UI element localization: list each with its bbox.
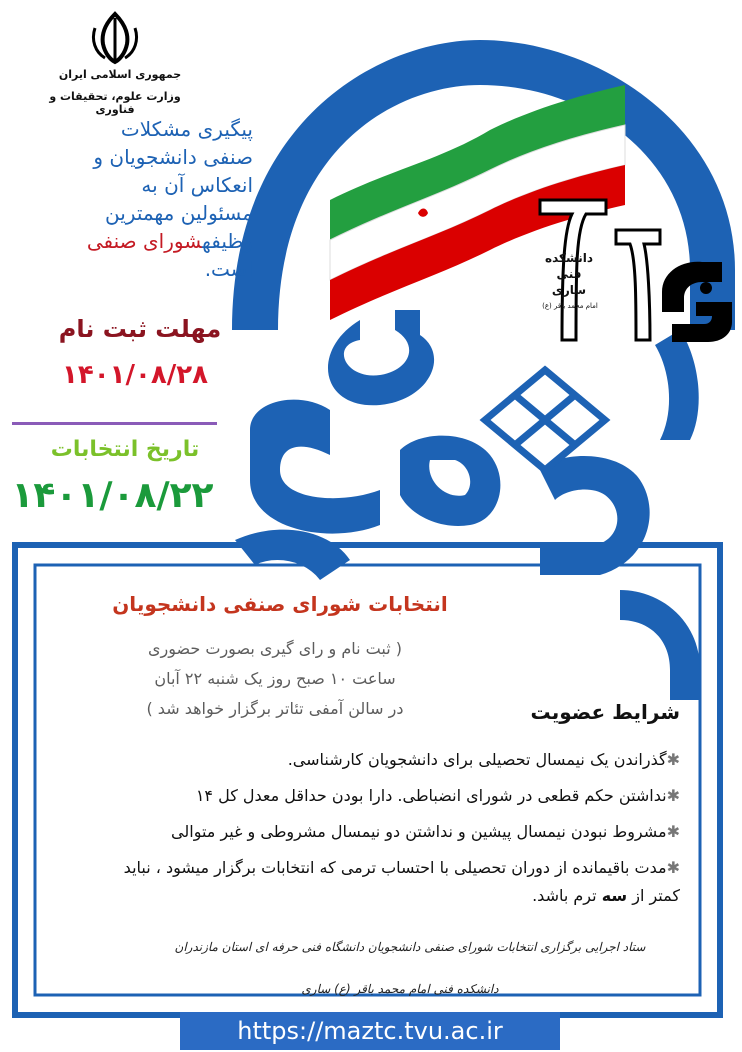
condition-item [35, 850, 680, 886]
calligraphy-shape-1 [328, 310, 434, 405]
event-description [60, 634, 490, 724]
logo-line: ساری [551, 283, 587, 297]
college-name-line: دانشکده فنی امام محمد باقر (ع) ساری [301, 982, 499, 996]
logo-line: فنی [556, 267, 582, 281]
logo-line: دانشکده [545, 251, 593, 265]
college-logo-name [538, 250, 600, 298]
tvu-logo-icon [652, 252, 736, 344]
membership-conditions-list [35, 742, 680, 886]
election-date: ۱۴۰۱/۰۸/۲۲ [11, 475, 214, 516]
calligraphy-shape-3 [400, 436, 500, 526]
condition-text: ترم باشد. [532, 886, 597, 905]
diamond-lattice [485, 370, 605, 470]
registration-deadline-date: ۱۴۰۱/۰۸/۲۸ [62, 360, 208, 390]
registration-deadline-title: مهلت ثبت نام [58, 315, 222, 343]
condition-item [35, 778, 680, 814]
organizer-line: ستاد اجرایی برگزاری انتخابات شورای صنفی دانشجویان دانشگاه فنی حرفه ای استان مازندران [174, 940, 646, 954]
event-desc-line: ساعت ۱۰ صبح روز یک شنبه ۲۲ آبان [154, 669, 396, 688]
calligraphy-shape-4 [540, 456, 650, 575]
website-link[interactable]: https://maztc.tvu.ac.ir [237, 1017, 503, 1045]
slogan-line [8, 227, 253, 255]
event-title: انتخابات شورای صنفی دانشجویان [112, 592, 448, 616]
condition-item [35, 742, 680, 778]
condition-emphasis: سه [601, 886, 628, 905]
college-logo-subtitle: امام محمد باقر (ع) [542, 302, 598, 310]
bullet-star-icon: ✱ [666, 822, 680, 841]
bullet-star-icon: ✱ [666, 858, 680, 877]
condition-text: نداشتن حکم قطعی در شورای انضباطی. دارا بودن حداقل معدل کل ۱۴ [195, 786, 667, 805]
event-desc-line: ( ثبت نام و رای گیری بصورت حضوری [148, 639, 402, 658]
condition-item-continuation [380, 886, 680, 905]
membership-conditions-title: شرایط عضویت [530, 700, 680, 724]
slogan-highlight: شورای صنفی [86, 229, 203, 253]
iran-emblem-icon [85, 8, 145, 68]
ministry-name: وزارت علوم، تحقیقات و فناوری [49, 90, 181, 116]
bullet-star-icon: ✱ [666, 750, 680, 769]
slogan-line: انعکاس آن به [141, 173, 253, 197]
slogan-line: مسئولین مهمترین [105, 201, 253, 225]
slogan-line: است. [204, 257, 253, 281]
condition-text: گذراندن یک نیمسال تحصیلی برای دانشجویان کارشناسی. [287, 750, 667, 769]
slogan-block [8, 115, 253, 283]
bullet-star-icon: ✱ [666, 786, 680, 805]
election-date-title: تاریخ انتخابات [50, 437, 200, 462]
slogan-line: پیگیری مشکلات [120, 117, 253, 141]
condition-item [35, 814, 680, 850]
condition-text: کمتر از [632, 886, 680, 905]
condition-text: مشروط نبودن نیمسال پیشین و نداشتن دو نیمسال مشروطی و غیر متوالی [171, 822, 667, 841]
calligraphy-shape-2 [250, 400, 380, 534]
slogan-text: وظیفه [202, 229, 253, 253]
condition-text: مدت باقیمانده از دوران تحصیلی با احتساب ترمی که انتخابات برگزار میشود ، نباید [123, 858, 667, 877]
divider [12, 422, 217, 425]
slogan-line: صنفی دانشجویان و [93, 145, 253, 169]
event-desc-line: در سالن آمفی تئاتر برگزار خواهد شد ) [146, 699, 404, 718]
country-name: جمهوری اسلامی ایران [58, 68, 182, 81]
